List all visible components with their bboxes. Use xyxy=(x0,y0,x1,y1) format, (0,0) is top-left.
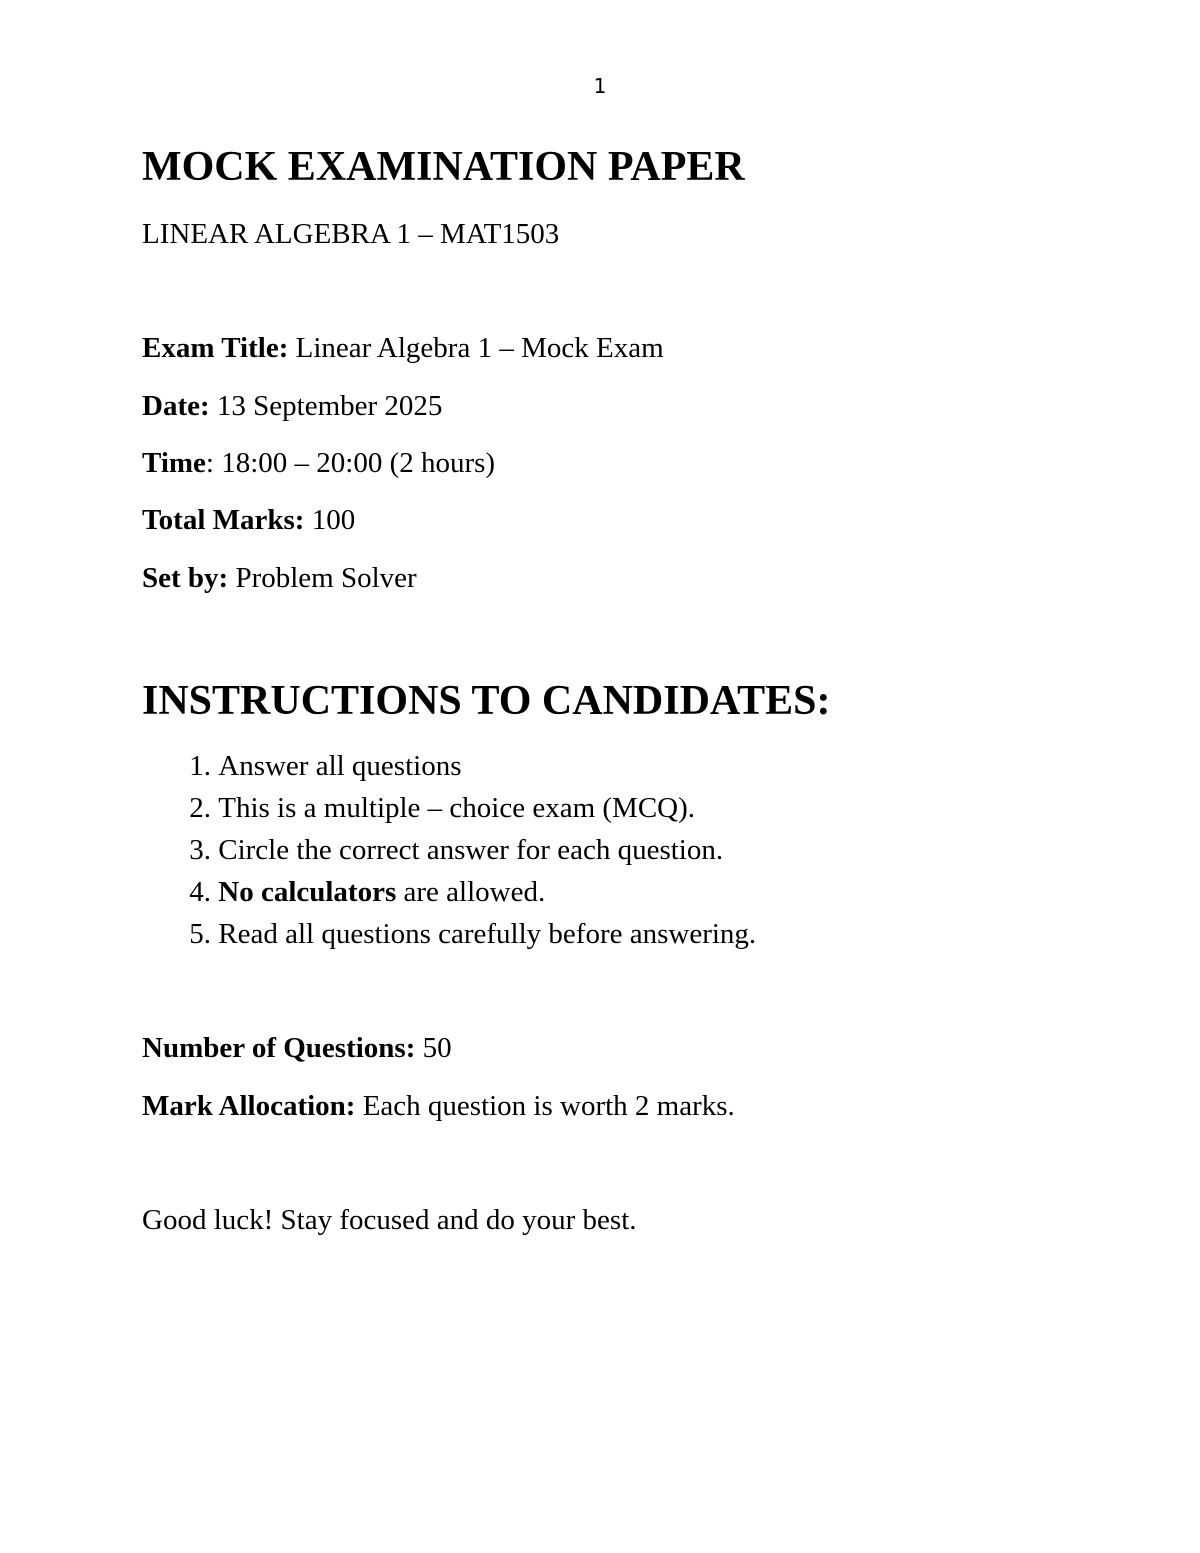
list-item xyxy=(142,875,756,917)
number-of-questions-value: 50 xyxy=(415,1032,452,1064)
list-item xyxy=(142,833,756,875)
list-item-text: Circle the correct answer for each question. xyxy=(218,834,724,866)
list-item xyxy=(142,917,756,959)
total-marks-field xyxy=(142,504,355,537)
number-of-questions-label: Number of Questions: xyxy=(142,1032,416,1064)
total-marks-label: Total Marks: xyxy=(142,504,305,536)
closing-message: Good luck! Stay focused and do your best. xyxy=(142,1204,637,1236)
list-item-text: Read all questions carefully before answering. xyxy=(218,918,757,950)
exam-title-field xyxy=(142,332,664,365)
course-subtitle: LINEAR ALGEBRA 1 – MAT1503 xyxy=(142,218,560,250)
set-by-label: Set by: xyxy=(142,562,229,594)
list-item-text: This is a multiple – choice exam (MCQ). xyxy=(218,792,696,824)
list-item-number: 2. xyxy=(189,792,211,824)
set-by-field xyxy=(142,562,417,595)
list-item xyxy=(142,791,756,833)
list-item-text: are allowed. xyxy=(396,876,546,908)
date-field xyxy=(142,390,442,423)
exam-title-value: Linear Algebra 1 – Mock Exam xyxy=(288,332,664,364)
set-by-value: Problem Solver xyxy=(228,562,417,594)
list-item-emphasis: No calculators xyxy=(218,876,397,908)
date-value: 13 September 2025 xyxy=(209,390,443,422)
time-label: Time xyxy=(142,447,206,479)
instructions-heading: INSTRUCTIONS TO CANDIDATES: xyxy=(142,678,831,724)
list-item-number: 3. xyxy=(189,834,211,866)
date-label: Date: xyxy=(142,390,210,422)
page-title: MOCK EXAMINATION PAPER xyxy=(142,144,745,190)
list-item xyxy=(142,749,756,791)
list-item-text: Answer all questions xyxy=(218,750,462,782)
total-marks-value: 100 xyxy=(304,504,356,536)
mark-allocation-value: Each question is worth 2 marks. xyxy=(355,1090,735,1122)
mark-allocation-label: Mark Allocation: xyxy=(142,1090,356,1122)
time-value: : 18:00 – 20:00 (2 hours) xyxy=(205,447,496,479)
number-of-questions-field xyxy=(142,1032,452,1065)
time-field xyxy=(142,447,495,480)
mark-allocation-field xyxy=(142,1090,735,1123)
page-number: 1 xyxy=(593,74,607,98)
list-item-number: 5. xyxy=(189,918,211,950)
exam-title-label: Exam Title: xyxy=(142,332,289,364)
instructions-list xyxy=(142,749,756,959)
list-item-number: 1. xyxy=(189,750,211,782)
list-item-number: 4. xyxy=(189,876,211,908)
